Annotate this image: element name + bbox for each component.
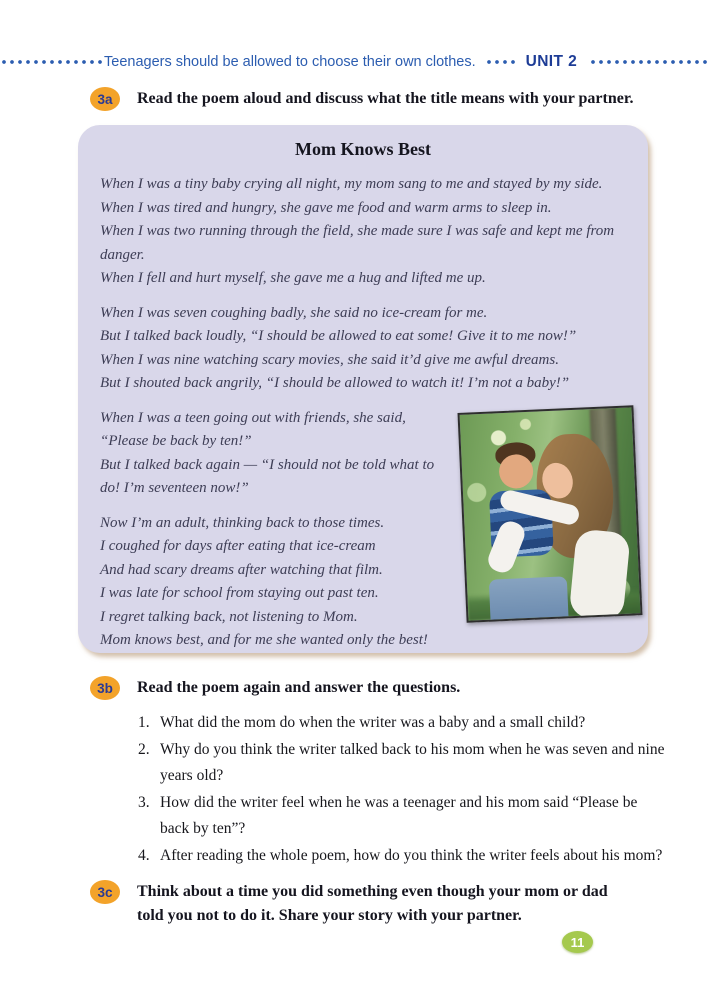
poem-line: But I talked back again — “I should not be told what to do! I’m seventeen now!”	[100, 456, 435, 496]
dot-leader-left	[0, 59, 104, 65]
poem-line: When I was seven coughing badly, she said no ice-cream for me.	[100, 304, 488, 321]
dot-leader-separator	[485, 59, 517, 65]
poem-line: When I was a tiny baby crying all night, my mom sang to me and stayed by my side.	[100, 176, 603, 192]
poem-stanza-1	[100, 173, 626, 291]
poem-stanza-2	[100, 302, 626, 396]
section-3c	[90, 880, 635, 928]
poem-line: When I was two running through the field, she made sure I was safe and kept me from danger.	[100, 223, 615, 263]
question-number: 1.	[138, 714, 150, 731]
question-number: 4.	[138, 847, 150, 864]
section-3a-instruction: Read the poem aloud and discuss what the title means with your partner.	[137, 90, 634, 107]
poem-lower-block	[100, 407, 626, 653]
dot-leader-right	[589, 59, 710, 65]
section-3c-badge: 3c	[90, 880, 120, 904]
poem-box	[78, 125, 648, 653]
section-3a	[90, 87, 690, 111]
poem-line: When I was nine watching scary movies, she said it’d give me awful dreams.	[100, 351, 559, 368]
question-text: Why do you think the writer talked back to his mom when he was seven and nine years old?	[160, 741, 665, 784]
poem-line: But I talked back loudly, “I should be allowed to eat some! Give it to me now!”	[100, 328, 577, 344]
question-item	[138, 737, 668, 789]
question-item	[138, 843, 668, 869]
page-number-badge: 11	[562, 931, 593, 953]
unit-topic-text: Teenagers should be allowed to choose their own clothes.	[104, 54, 476, 70]
question-text: What did the mom do when the writer was a baby and a small child?	[160, 714, 586, 731]
poem-line: When I fell and hurt myself, she gave me a hug and lifted me up.	[100, 270, 486, 286]
poem-title: Mom Knows Best	[295, 139, 431, 159]
page-header	[0, 53, 710, 71]
poem-line: When I was tired and hungry, she gave me food and warm arms to sleep in.	[100, 199, 552, 216]
question-list	[138, 710, 668, 870]
poem-line: I regret talking back, not listening to Mom.	[100, 608, 358, 625]
section-3b-badge: 3b	[90, 676, 120, 700]
section-3b	[90, 676, 690, 700]
photo-mom-shirt	[569, 528, 631, 621]
section-3c-instruction: Think about a time you did something even though your mom or dad told you not to do it. Share your story with your partner.	[137, 883, 608, 924]
poem-line: And had scary dreams after watching that film.	[100, 561, 383, 578]
poem-line: When I was a teen going out with friends, she said, “Please be back by ten!”	[100, 409, 406, 449]
poem-line: Now I’m an adult, thinking back to those times.	[100, 514, 385, 531]
poem-line: But I shouted back angrily, “I should be allowed to watch it! I’m not a baby!”	[100, 375, 570, 391]
question-text: After reading the whole poem, how do you think the writer feels about his mom?	[160, 847, 663, 864]
question-number: 3.	[138, 794, 150, 811]
photo-boy-jeans	[489, 576, 569, 619]
question-number: 2.	[138, 741, 150, 758]
question-item	[138, 790, 668, 842]
poem-line: I was late for school from staying out past ten.	[100, 585, 379, 601]
section-3b-instruction: Read the poem again and answer the questions.	[137, 679, 461, 696]
poem-line: I coughed for days after eating that ice-cream	[100, 538, 376, 554]
mom-and-boy-photo	[458, 405, 643, 622]
poem-line: Mom knows best, and for me she wanted only the best!	[100, 632, 428, 648]
section-3a-badge: 3a	[90, 87, 120, 111]
unit-label: UNIT 2	[525, 53, 578, 70]
question-text: How did the writer feel when he was a teenager and his mom said “Please be back by ten”?	[160, 794, 638, 837]
question-item	[138, 710, 668, 736]
